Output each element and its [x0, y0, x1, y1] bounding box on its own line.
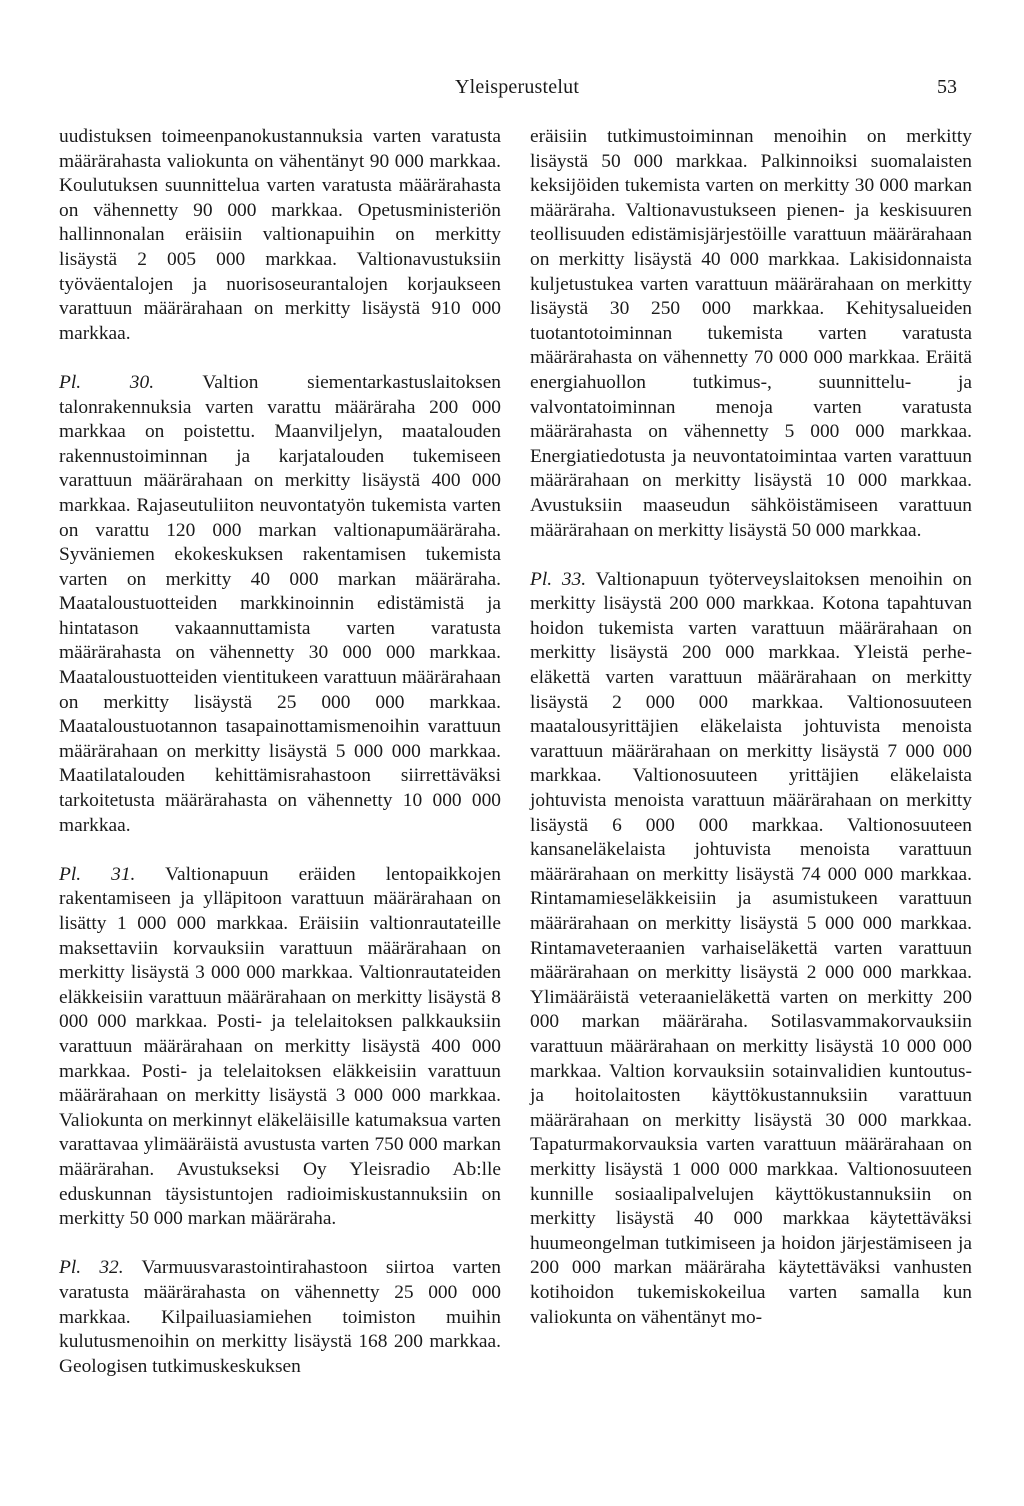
paragraph-pl-32	[59, 1256, 501, 1379]
paragraph-text: Varmuusvarastointirahastoon siirtoa varten varatusta määrärahasta on vähennetty 25 000 000 markkaa. Kilpailuasiamiehen toimiston muihin kulutusmenoihin on merkitty lisäystä 168 200 markkaa. Geologisen tutkimuskeskuksen	[59, 1257, 502, 1377]
paragraph-text: Valtionapuun työterveyslaitoksen menoihin on merkitty lisäystä 200 000 markkaa. Kotona tapahtuvan hoidon tukemista varten varattuun määrärahaan on merkitty lisäystä 200 000 markkaa. Yleistä perhe-eläkettä varten varattuun määrärahaan on merkitty lisäystä 2 000 000 markkaa. Valtionosuuteen maatalousyrittäjien eläkelaista johtuvista menoista varattuun määrärahaan on merkitty lisäystä 7 000 000 markkaa. Valtionosuuteen yrittäjien eläkelaista johtuvista menoista varattuun määrärahaan on merkitty lisäystä 6 000 000 markkaa. Valtionosuuteen kansaneläkelaista johtuvista menoista varattuun määrärahaan on merkitty lisäystä 74 000 000 markkaa. Rintamamieseläkkeisiin ja asumistukeen varattuun määrärahaan on merkitty lisäystä 5 000 000 markkaa. Rintamaveteraanien varhaiseläkettä varten varattuun määrärahaan on merkitty lisäystä 2 000 000 markkaa. Ylimääräistä veteraanieläkettä varten on merkitty 200 000 markan määräraha. Sotilasvammakorvauksiin varattuun määrärahaan on merkitty lisäystä 10 000 000 markkaa. Valtion korvauksiin sotainvalidien kuntoutus- ja hoitolaitosten käyttökustannuksiin varattuun määrärahaan on merkitty lisäystä 30 000 markkaa. Tapaturmakorvauksia varten varattuun määrärahaan on merkitty lisäystä 1 000 000 markkaa. Valtionosuuteen kunnille sosiaalipalvelujen käyttökustannuksiin on merkitty lisäystä 40 000 markkaa käytettäväksi huumeongelman tutkimiseen ja hoidon järjestämiseen ja 200 000 markan määräraha käytettäväksi vanhusten kotihoidon tukemiskokeilua varten samalla kun valiokunta on vähentänyt mo-	[530, 568, 973, 1328]
section-label: Pl. 31.	[59, 863, 136, 885]
section-label: Pl. 30.	[59, 371, 155, 393]
running-header-title: Yleisperustelut	[455, 76, 580, 98]
paragraph-pl-30	[59, 371, 501, 838]
section-label: Pl. 32.	[59, 1257, 124, 1279]
paragraph	[530, 125, 972, 543]
right-column	[530, 125, 972, 1330]
page-number: 53	[937, 76, 957, 98]
paragraph-text: uudistuksen toimeenpanokustannuksia varten varatusta määrärahasta valiokunta on vähentänyt 90 000 markkaa. Koulutuksen suunnittelua varten varatusta määrärahasta on vähennetty 90 000 markkaa. Opetusministeriön hallinnonalan eräisiin valtionapuihin on merkitty lisäystä 2 005 000 markkaa. Valtionavustuksiin työväentalojen ja nuorisoseurantalojen korjaukseen varattuun määrärahaan on merkitty lisäystä 910 000 markkaa.	[59, 126, 501, 344]
section-label: Pl. 33.	[530, 568, 587, 590]
paragraph-text: eräisiin tutkimustoiminnan menoihin on merkitty lisäystä 50 000 markkaa. Palkinnoiksi suomalaisten keksijöiden tukemista varten on merkitty 30 000 markan määräraha. Valtionavustukseen pienen- ja keskisuuren teollisuuden edistämisjärjestöille varattuun määrärahaan on merkitty lisäystä 40 000 markkaa. Lakisidonnaista kuljetustukea varten varattuun määrärahaan on merkitty lisäystä 30 250 000 markkaa. Kehitysalueiden tuotantotoiminnan tukemista varten varatusta määrärahasta on vähennetty 70 000 000 markkaa. Eräitä energiahuollon tutkimus-, suunnittelu- ja valvontatoiminnan menoja varten varatusta määrärahasta on vähennetty 5 000 000 markkaa. Energiatiedotusta ja neuvontatoimintaa varten varattuun määrärahaan on merkitty lisäystä 10 000 markkaa. Avustuksiin maaseudun sähköistämiseen varattuun määrärahaan on merkitty lisäystä 50 000 markkaa.	[530, 126, 972, 541]
paragraph	[59, 125, 501, 346]
paragraph-text: Valtion siementarkastuslaitoksen talonrakennuksia varten varattu määräraha 200 000 markkaa on poistettu. Maanviljelyn, maatalouden rakennustoiminnan ja karjatalouden tukemiseen varattuun määrärahaan on merkitty lisäystä 400 000 markkaa. Rajaseutuliiton neuvontatyön tukemista varten on varattu 120 000 markan valtionapumääräraha. Syväniemen ekokeskuksen rakentamisen tukemista varten on merkitty 40 000 markan määräraha. Maataloustuotteiden markkinoinnin edistämistä ja hintatason vakaannuttamista varten varatusta määrärahasta on vähennetty 30 000 000 markkaa. Maataloustuotteiden vientitukeen varattuun määrärahaan on merkitty lisäystä 25 000 000 markkaa. Maataloustuotannon tasapainottamismenoihin varattuun määrärahaan on merkitty lisäystä 5 000 000 markkaa. Maatilatalouden kehittämisrahastoon siirrettäväksi tarkoitetusta määrärahasta on vähennetty 10 000 000 markkaa.	[59, 371, 502, 836]
paragraph-pl-33	[530, 568, 972, 1330]
paragraph-text: Valtionapuun eräiden lentopaikkojen rakentamiseen ja ylläpitoon varattuun määrärahaan on lisätty 1 000 000 markkaa. Eräisiin valtionrautateille maksettaviin korvauksiin varattuun määrärahaan on merkitty lisäystä 3 000 000 markkaa. Valtionrautateiden eläkkeisiin varattuun määrärahaan on merkitty lisäystä 8 000 000 markkaa. Posti- ja telelaitoksen palkkauksiin varattuun määrärahaan on merkitty lisäystä 400 000 markkaa. Posti- ja telelaitoksen eläkkeisiin varattuun määrärahaan on merkitty lisäystä 3 000 000 markkaa. Valiokunta on merkinnyt eläkeläisille katumaksua varten varattavaa ylimääräistä avustusta varten 750 000 markan määrärahan. Avustukseksi Oy Yleisradio Ab:lle eduskunnan täysistuntojen radioimiskustannuksiin on merkitty 50 000 markan määräraha.	[59, 863, 501, 1230]
left-column	[59, 125, 501, 1379]
paragraph-pl-31	[59, 863, 501, 1232]
